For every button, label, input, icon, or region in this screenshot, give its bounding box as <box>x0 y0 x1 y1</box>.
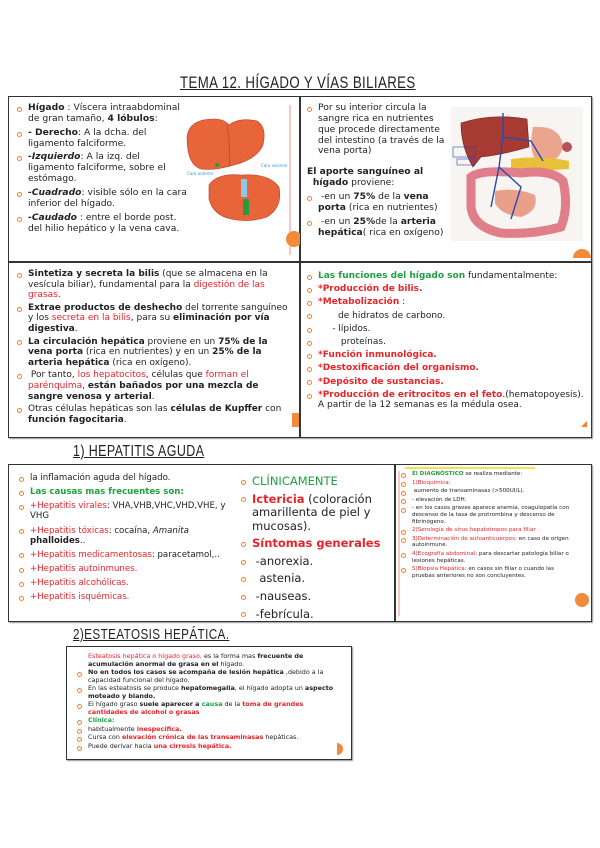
list-item <box>17 303 292 335</box>
list-item <box>77 717 342 725</box>
text-run: +Hepatitis virales <box>30 501 107 512</box>
box-blood-supply <box>300 96 592 262</box>
list-item <box>241 493 391 534</box>
text-run: (rica en nutrientes) y en un <box>83 347 213 358</box>
highlight-line <box>405 467 535 469</box>
bile-functions-list <box>17 269 292 428</box>
lobe-count: 4 lóbulos <box>107 112 155 124</box>
text-run: hígado. <box>218 659 245 668</box>
text-run: habitualmente <box>88 724 137 733</box>
list-item <box>241 572 391 586</box>
text-run: de la <box>222 700 243 709</box>
list-item <box>19 526 244 546</box>
list-item <box>17 337 292 369</box>
text-run: Cursa con <box>88 733 122 742</box>
blood-supply-text <box>307 103 447 238</box>
text-run: inespecífica. <box>136 724 182 733</box>
text-run: causa <box>201 700 223 709</box>
text-run: Esteatosis hepática o hígado graso, <box>88 652 202 660</box>
text-run: . <box>123 414 127 425</box>
list-item <box>401 527 571 534</box>
text-run: +Hepatitis alcohólicas. <box>30 578 129 589</box>
text-run: *Producción de bilis. <box>318 284 423 295</box>
text-run: se realiza mediante: <box>463 471 523 477</box>
text-run: . <box>151 391 155 402</box>
text-run: +Hepatitis isquémicas. <box>30 592 130 603</box>
list-item <box>241 608 391 622</box>
text-run: forman el parénquima <box>28 370 252 392</box>
text-run: ,debido a la capacidad funcional del hígado. <box>88 668 326 684</box>
decorative-line <box>398 471 400 616</box>
lobe-name: -Cuadrado <box>28 187 82 199</box>
text-run: *Función inmunológica. <box>318 350 437 361</box>
text-run: Amanita <box>152 525 192 536</box>
list-item <box>307 297 585 308</box>
box-liver-functions <box>300 262 592 438</box>
text-run: frecuente de acumulación anormal de grasa en el <box>88 652 306 668</box>
list-item <box>401 566 571 579</box>
text-run: +Hepatitis tóxicas <box>30 525 109 536</box>
lobe-description: : visible sólo en la cara inferior del hígado. <box>28 187 187 209</box>
text-run: - lípidos. <box>318 323 371 334</box>
list-item <box>77 743 342 751</box>
list-item <box>19 592 244 602</box>
text-run: , <box>82 381 88 392</box>
lobe-name: - Derecho <box>28 126 78 138</box>
text-run: : <box>399 297 406 308</box>
hepatitis-diagnosis-list <box>401 471 571 581</box>
text-run: 4)Ecografía abdominal <box>412 550 476 557</box>
blood-supply-heading: El aporte sanguíneo al hígado proviene: <box>307 166 424 189</box>
text-run: .(hematopoyesis). A partir de la 12 semanas es la médula osea. <box>318 389 587 411</box>
list-item <box>307 337 585 348</box>
lobe-item: Hígado : Víscera intraabdominal de gran tamaño, 4 lóbulos: <box>17 103 187 125</box>
box-steatosis <box>66 646 352 760</box>
text-run: es la forma mas <box>201 652 258 660</box>
text-run: : VHA,VHB,VHC,VHD,VHE, y VHG <box>30 501 229 522</box>
box-hepatitis <box>8 464 592 622</box>
text-run: suele aparecer a <box>139 700 202 709</box>
text-run: ( rica en oxígeno) <box>362 226 444 238</box>
blood-supply-list <box>307 192 447 238</box>
list-item <box>19 550 244 560</box>
list-item <box>77 734 342 742</box>
percentage: 75% <box>353 191 376 203</box>
list-item <box>401 551 571 564</box>
text-run: proviene en un <box>144 336 219 347</box>
text-run: de la <box>375 191 404 203</box>
text-run: toma de grandes cantidades de alcohol o grasas <box>88 700 306 716</box>
text-run: aumento de transaminasas (>500UI/L). <box>412 488 525 495</box>
text-run: secreta en la bilis <box>51 313 131 324</box>
text-run: Extrae productos de deshecho <box>28 302 183 313</box>
lobe-name: -Izquierdo <box>28 151 81 163</box>
liver-anatomy-image <box>179 107 289 225</box>
text-run: 2)Serología de virus hepatotropos para filiar . <box>412 527 540 534</box>
text-run: : paracetamol,.. <box>151 549 220 560</box>
text-run: phalloides <box>30 535 80 546</box>
text-run: la inflamación aguda del hígado. <box>30 473 171 483</box>
text-run: . <box>57 290 61 301</box>
text-run: células de Kupffer <box>170 404 263 415</box>
text-run: : cocaína, <box>108 525 153 536</box>
list-item <box>77 701 342 716</box>
hepatitis-title: 1) HEPATITIS AGUDA <box>73 443 205 460</box>
hepatitis-clinical-list <box>241 475 391 625</box>
text-run: -en un <box>318 191 354 203</box>
text-run: *Producción de eritrocitos en el feto <box>318 389 503 400</box>
text-run: : para descartar patología biliar o lesiones hepáticas. <box>412 550 571 564</box>
text-run: hepáticas. <box>263 733 299 742</box>
list-item <box>17 269 292 301</box>
text-run: *Destoxificación del organismo. <box>318 363 479 374</box>
text-run: .. <box>79 535 86 546</box>
lobe-description: : A la dcha. del ligamento falciforme. <box>28 126 147 149</box>
text-run: -anorexia. <box>252 553 314 568</box>
list-item <box>77 653 342 668</box>
decorative-corner <box>581 421 587 427</box>
list-item <box>19 564 244 574</box>
list-item <box>17 404 292 425</box>
text-run: Clínica: <box>88 716 115 725</box>
box-bile-functions <box>8 262 300 438</box>
text-run: , para su <box>130 313 174 324</box>
text-run: función fagocitaria <box>28 414 124 425</box>
intro-item: Por su interior circula la sangre rica en nutrientes que procede directamente del intestino (a través de la vena porta) <box>307 103 447 157</box>
text-run: El hígado graso <box>88 700 140 709</box>
list-item <box>307 324 585 335</box>
text-run: con <box>262 404 285 415</box>
text-run: El DIAGNÓSTICO <box>412 471 464 477</box>
vessel-name: arteria hepática <box>318 215 440 238</box>
list-item <box>77 669 342 684</box>
text-run: digestión de las grasas <box>28 279 268 301</box>
decorative-dot <box>575 593 589 607</box>
lobe-description: : entre el borde post. del hilio hepático y la vena cava. <box>28 211 180 234</box>
text-run: -febrícula. <box>252 606 314 621</box>
list-item <box>17 370 292 402</box>
svg-text:Cara visceral: Cara visceral <box>261 163 288 168</box>
text-run: Las causas mas frecuentes son: <box>30 487 184 498</box>
portal-circulation-image <box>451 107 583 241</box>
text-run: +Hepatitis autoinmunes. <box>30 563 138 574</box>
text-run: de la <box>375 215 401 227</box>
list-item <box>241 555 391 569</box>
text-run: astenia. <box>252 571 306 586</box>
text-run: No en todos los casos se acompaña de lesión hepática <box>88 668 284 677</box>
lobe-name: Hígado <box>28 102 65 113</box>
text-run: -nauseas. <box>252 588 312 603</box>
text-run: (rica en oxígeno). <box>109 357 192 368</box>
lobe-item <box>17 128 187 150</box>
text-run: (rica en nutrientes) <box>346 201 438 213</box>
lobe-item <box>17 152 187 185</box>
text-run: *Metabolización <box>318 297 400 308</box>
hepatitis-causes-list <box>19 473 244 606</box>
svg-text:Cara anterior: Cara anterior <box>187 171 214 176</box>
text-run: están bañados por una mezcla de sangre venosa y arterial <box>28 381 262 402</box>
text-run: una cirrosis hepática. <box>153 742 232 751</box>
text-run: elevación crónica de las transaminasas <box>121 733 264 742</box>
list-item <box>401 497 571 504</box>
list-item <box>401 488 571 495</box>
list-item <box>19 487 244 497</box>
text-run: *Depósito de sustancias. <box>318 376 444 387</box>
list-item <box>401 505 571 525</box>
text-run: fundamentalmente: <box>465 271 558 281</box>
column-divider <box>394 465 396 621</box>
text-run: (que se almacena en la vesícula biliar), fundamental para la <box>28 269 271 290</box>
percentage: 25% <box>353 215 376 227</box>
text-run: Síntomas generales <box>252 536 381 551</box>
list-item <box>241 590 391 604</box>
list-item <box>401 536 571 549</box>
text-run: los hepatocitos <box>77 370 146 381</box>
list-item <box>307 377 585 388</box>
text-run: Puede derivar hacia <box>88 742 154 751</box>
text-run: eliminación por vía digestiva <box>28 313 273 335</box>
text-run: , células que <box>145 370 206 381</box>
text-run: 25% de la arteria hepática <box>28 347 265 368</box>
lobe-description: : A la izq. del ligamento falciforme, sobre el estómago. <box>28 151 166 185</box>
text-run: : en caso de origen autoinmune. <box>412 535 571 549</box>
text-run: . <box>74 324 78 335</box>
supply-item <box>307 192 447 214</box>
text-run: Las funciones del hígado son <box>318 271 466 281</box>
lobe-description: : Víscera intraabdominal de gran tamaño, <box>28 102 180 124</box>
liver-functions-list <box>307 271 585 414</box>
text-run: En las esteatosis se produce <box>88 684 181 693</box>
text-run: , el hígado adopta un <box>234 684 305 693</box>
steatosis-title: 2)ESTEATOSIS HEPÁTICA. <box>73 626 230 643</box>
list-item <box>19 473 244 483</box>
text-run: Otras células hepáticas son las <box>28 404 171 415</box>
list-item <box>307 284 585 295</box>
text-run: proteínas. <box>318 337 386 348</box>
text-run: - elevación de LDH. <box>412 496 467 503</box>
text-run: 75% de la vena porta <box>28 336 271 358</box>
text-run: del torrente sanguíneo y los <box>28 302 291 324</box>
text-run: - en los casos graves aparece anemia, coagulopatía con descenso de la tasa de protrombina y descenso de fibrinógeno. <box>412 505 571 525</box>
steatosis-list <box>77 653 342 752</box>
list-item <box>19 578 244 588</box>
list-item <box>307 350 585 361</box>
list-item <box>401 471 571 478</box>
text-run: -en un <box>318 215 354 227</box>
lobe-name: -Caudado <box>28 211 77 223</box>
lobe-item <box>17 188 187 210</box>
text-run: 3)Determinación de autoanticuerpos <box>412 535 516 542</box>
list-item <box>307 363 585 374</box>
list-item <box>77 726 342 734</box>
text-run: Sintetiza y secreta la bilis <box>28 269 160 279</box>
vessel-name: vena porta <box>318 191 432 213</box>
text-run: La circulación hepática <box>28 336 145 347</box>
text-run: (coloración amarillenta de piel y mucosas). <box>252 491 376 533</box>
text-run: 5)Biopsia Hepática <box>412 566 465 573</box>
list-item <box>19 501 244 521</box>
text-run: CLÍNICAMENTE <box>252 474 338 488</box>
page-title: TEMA 12. HÍGADO Y VÍAS BILIARES <box>180 73 416 92</box>
list-item <box>77 685 342 700</box>
list-item <box>307 390 585 411</box>
list-item <box>401 480 571 487</box>
text-run: 1)Bioquímica: <box>412 479 451 486</box>
text-run: aspecto moteado y blando. <box>88 684 336 700</box>
text-run: : en casos sin filiar o cuando las pruebas anteriores no son concluyentes. <box>412 566 556 579</box>
liver-lobes-list <box>17 103 187 237</box>
list-item <box>241 537 391 551</box>
text-run: Por tanto, <box>28 370 78 381</box>
list-item <box>241 475 391 489</box>
text-run: hepatomegalia <box>181 684 235 693</box>
lobe-item <box>17 213 187 235</box>
box-liver-lobes <box>8 96 300 262</box>
list-item <box>307 271 585 282</box>
text-run: de hidratos de carbono. <box>318 310 446 321</box>
supply-item <box>307 217 447 239</box>
text-run: Ictericia <box>252 491 305 506</box>
list-item <box>307 311 585 322</box>
text-run: +Hepatitis medicamentosas <box>30 549 152 560</box>
